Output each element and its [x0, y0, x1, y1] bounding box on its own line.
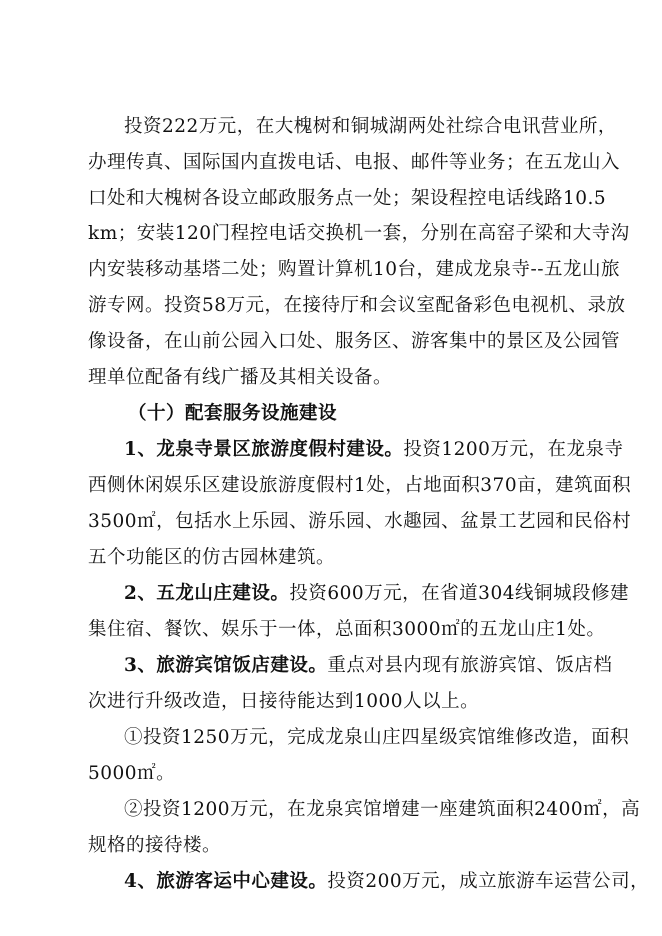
paragraph-line: 西侧休闲娱乐区建设旅游度假村1处，占地面积370亩，建筑面积 — [88, 475, 632, 496]
item-4-text: 投资200万元，成立旅游车运营公司， — [327, 871, 650, 892]
item-3-first-line — [124, 654, 644, 678]
paragraph-line: km；安装120门程控电话交换机一套，分别在高窑子梁和大寺沟 — [88, 223, 630, 244]
paragraph-line: 口处和大槐树各设立邮政服务点一处；架设程控电话线路10.5 — [88, 188, 607, 209]
paragraph-line: 投资222万元，在大槐树和铜城湖两处社综合电讯营业所， — [124, 116, 617, 137]
paragraph-line: 集住宿、餐饮、娱乐于一体，总面积3000㎡的五龙山庄1处。 — [88, 619, 606, 640]
item-2-title: 2、五龙山庄建设。 — [124, 583, 290, 604]
section-heading: （十）配套服务设施建设 — [128, 403, 338, 424]
item-2-first-line — [124, 582, 644, 606]
paragraph-line: 理单位配备有线广播及其相关设备。 — [88, 367, 393, 388]
item-2-text: 投资600万元，在省道304线铜城段修建 — [289, 583, 629, 604]
sub-item-2: ②投资1200万元，在龙泉宾馆增建一座建筑面积2400㎡，高 — [124, 799, 641, 820]
item-1-text: 投资1200万元，在龙泉寺 — [403, 439, 624, 460]
item-3-text: 重点对县内现有旅游宾馆、饭店档 — [327, 655, 613, 676]
paragraph-line: 内安装移动基塔二处；购置计算机10台，建成龙泉寺--五龙山旅 — [88, 259, 621, 280]
paragraph-line: 次进行升级改造，日接待能达到1000人以上。 — [88, 691, 480, 712]
paragraph-line: 像设备，在山前公园入口处、服务区、游客集中的景区及公园管 — [88, 331, 621, 352]
item-4-first-line — [124, 870, 650, 894]
item-4-title: 4、旅游客运中心建设。 — [124, 871, 328, 892]
item-1-first-line — [124, 438, 644, 462]
item-3-title: 3、旅游宾馆饭店建设。 — [124, 655, 328, 676]
paragraph-line: 游专网。投资58万元，在接待厅和会议室配备彩色电视机、录放 — [88, 295, 626, 316]
paragraph-line: 五个功能区的仿古园林建筑。 — [88, 547, 336, 568]
paragraph-line: 办理传真、国际国内直拨电话、电报、邮件等业务；在五龙山入 — [88, 152, 621, 173]
paragraph-line: 5000㎡。 — [88, 763, 176, 784]
item-1-title: 1、龙泉寺景区旅游度假村建设。 — [124, 439, 404, 460]
paragraph-line: 规格的接待楼。 — [88, 835, 222, 856]
sub-item-1: ①投资1250万元，完成龙泉山庄四星级宾馆维修改造，面积 — [124, 727, 630, 748]
paragraph-line: 3500㎡，包括水上乐园、游乐园、水趣园、盆景工艺园和民俗村 — [88, 511, 632, 532]
